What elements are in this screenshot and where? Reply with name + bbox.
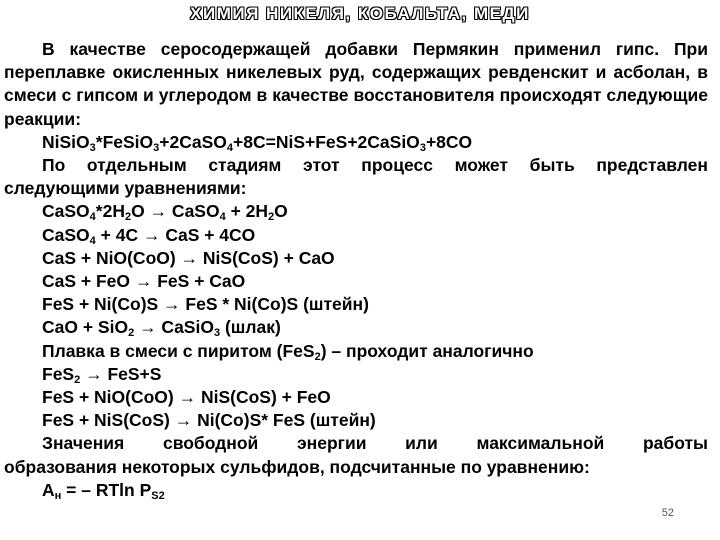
intro-paragraph: В качестве серосодержащей добавки Пермякин применил гипс. При переплавке окисленных никелевых руд, содержащих ревденскит и асболан, в смеси с гипсом и углеродом в качестве восстановителя происходят следующие реакции: [4,39,708,129]
equation-4: CaS + FeO → FeS + CaO [42,271,246,292]
formula: $A_н$ = – RTln $P_{S2}$ [42,479,165,502]
slide-title: ХИМИЯ НИКЕЛЯ, КОБАЛЬТА, МЕДИ [190,4,530,23]
energy-line-2: образования некоторых сульфидов, подсчитанные по уравнению: [4,456,590,477]
pyrite-note: Плавка в смеси с пиритом (FeS$_2$) – проходит аналогично [42,340,534,363]
equation-6: CaO + SiO$_2$ → CaSiO$_3$ (шлак) [42,317,281,340]
equation-3: CaS + NiO(CoO) → NiS(CoS) + CaO [42,247,335,268]
equation-8: FeS + NiO(CoO) → NiS(CoS) + FeO [42,387,331,408]
equation-7: FeS$_2$ → FeS+S [42,363,162,386]
stages-paragraph: По отдельным стадиям этот процесс может быть представлен следующими уравнениями: [4,155,708,199]
main-equation: NiSiO$_3$*FeSiO$_3$+2CaSO$_4$+8C=NiS+FeS+2CaSiO$_3$+8CO [42,131,473,154]
page-number: 52 [661,507,674,519]
equation-2: CaSO$_4$ + 4C → CaS + 4CO [42,224,256,247]
slide-body [4,38,708,502]
equation-5: FeS + Ni(Co)S → FeS * Ni(Co)S (штейн) [42,294,369,315]
energy-line-1: Значения свободной энергии или максимальной работы [42,433,708,454]
equation-9: FeS + NiS(CoS) → Ni(Co)S* FeS (штейн) [42,410,376,431]
equation-1: $CaSO_4*2H_2O$ → CaSO$_4$ + $2H_2O$ [42,201,288,224]
